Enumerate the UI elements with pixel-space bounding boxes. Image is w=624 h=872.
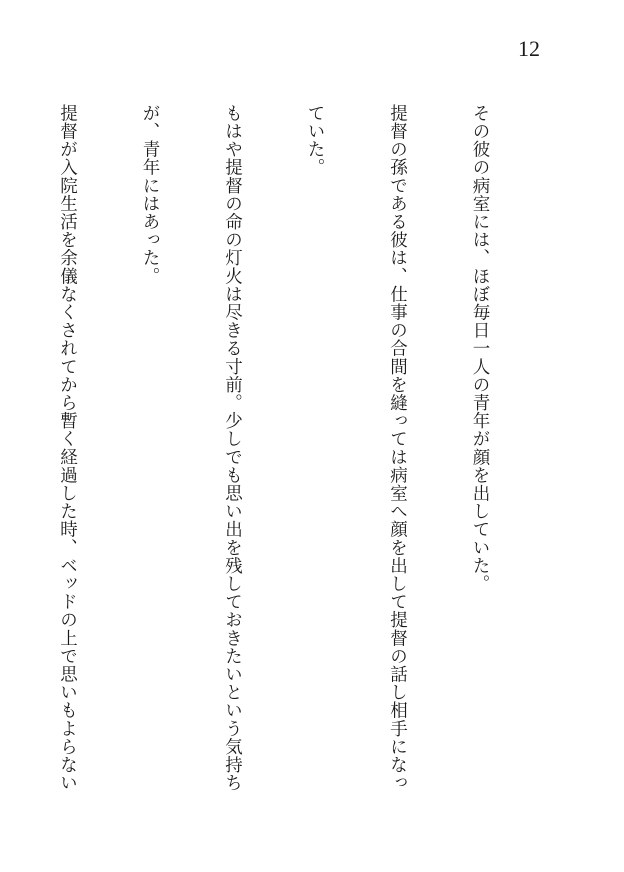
- vertical-text-body: [0, 104, 548, 824]
- text-line: その彼の病室には、ほぼ毎日一人の青年が顔を出していた。: [470, 104, 490, 593]
- page-number: 12: [518, 36, 540, 61]
- text-line: ていた。: [305, 104, 325, 177]
- text-line: 提督の孫である彼は、仕事の合間を縫っては病室へ顔を出して提督の話し相手になっ: [387, 104, 408, 792]
- text-line: 提督が入院生活を余儀なくされてから暫く経過した時、ベッドの上で思いもよらない: [57, 104, 78, 792]
- text-line: もはや提督の命の灯火は尽きる寸前。少しでも思い出を残しておきたいという気持ち: [222, 104, 243, 792]
- text-line: が、青年にはあった。: [140, 104, 160, 285]
